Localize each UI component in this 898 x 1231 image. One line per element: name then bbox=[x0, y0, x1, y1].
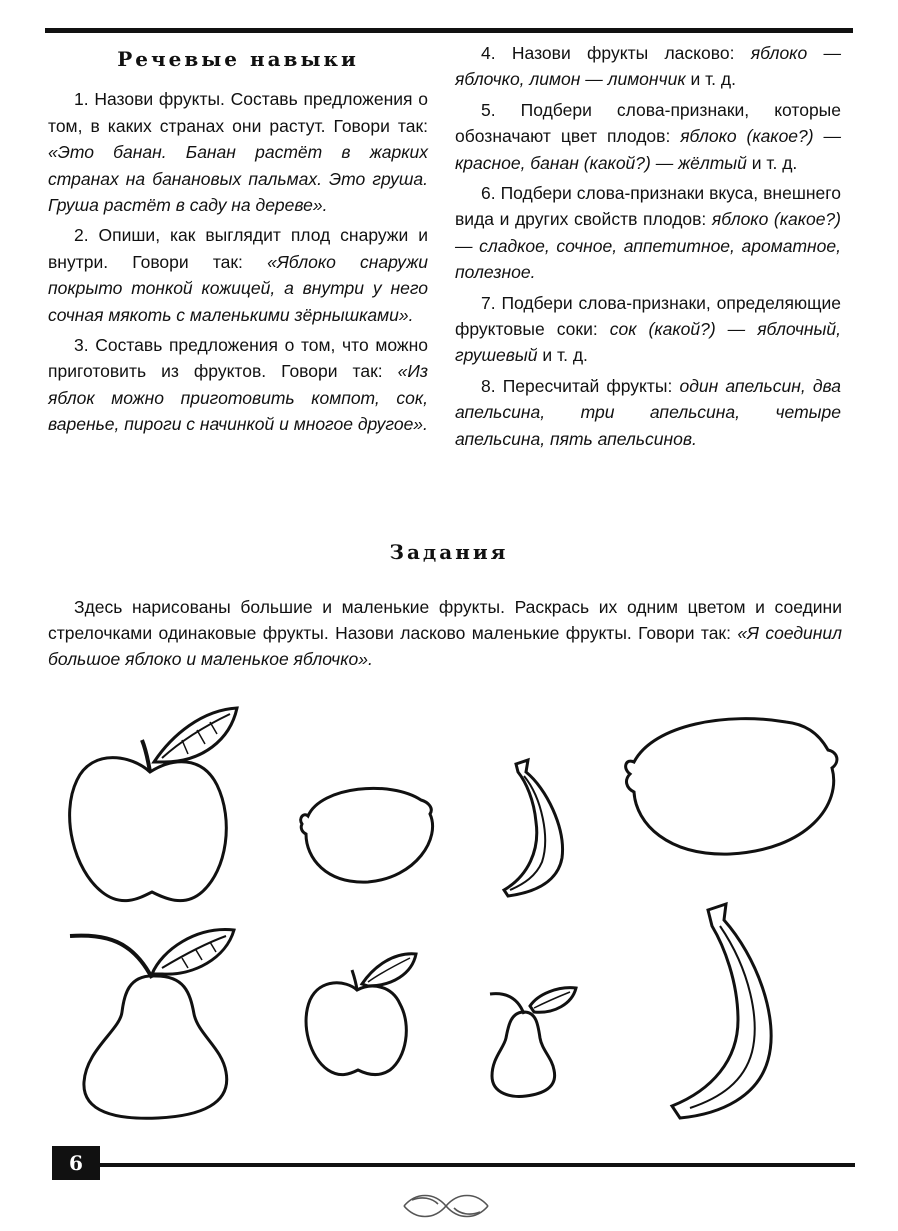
speech-item-1: 1. Назови фрукты. Составь предложения о том, в каких странах они растут. Говори так: «Это банан. Банан растёт в жарких странах на банановых пальмах. Это груша. Груша растёт в саду на дереве». bbox=[48, 89, 428, 216]
small-pear-drawing bbox=[488, 984, 580, 1100]
big-banana-drawing bbox=[650, 900, 790, 1122]
speech-item-8: 8. Пересчитай фрукты: один апельсин, два апельсина, три апельсина, четыре апельсина, пять апельсинов. bbox=[455, 375, 841, 449]
speech-item-7: 7. Подбери слова-признаки, определяющие фруктовые соки: сок (какой?) — яблочный, грушевый и т. д. bbox=[455, 292, 841, 366]
small-banana-drawing bbox=[488, 758, 574, 900]
speech-item-5: 5. Подбери слова-признаки, которые обозначают цвет плодов: яблоко (какое?) — красное, банан (какой?) — жёлтый и т. д. bbox=[455, 99, 841, 173]
page-number: 6 bbox=[52, 1146, 100, 1180]
speech-item-4: 4. Назови фрукты ласково: яблоко — яблочко, лимон — лимончик и т. д. bbox=[455, 43, 841, 90]
section-title-tasks: Задания bbox=[389, 540, 509, 564]
speech-item-6: 6. Подбери слова-признаки вкуса, внешнего вида и других свойств плодов: яблоко (какое?) — сладкое, сочное, аппетитное, ароматное, полезное. bbox=[455, 183, 841, 283]
small-lemon-drawing bbox=[296, 778, 438, 886]
big-pear-drawing bbox=[66, 916, 242, 1122]
speech-item-2: 2. Опиши, как выглядит плод снаружи и внутри. Говори так: «Яблоко снаружи покрыто тонкой кожицей, а внутри у него сочная мякоть с маленькими зёрнышками». bbox=[48, 225, 428, 325]
small-apple-drawing bbox=[302, 950, 420, 1082]
top-rule bbox=[45, 28, 853, 33]
left-column bbox=[48, 40, 428, 442]
big-lemon-drawing bbox=[618, 712, 842, 860]
flourish-ornament bbox=[398, 1188, 494, 1224]
section-title-speech: Речевые навыки bbox=[117, 47, 359, 71]
right-column bbox=[455, 40, 841, 456]
speech-item-3: 3. Составь предложения о том, что можно приготовить из фруктов. Говори так: «Из яблок можно приготовить компот, сок, варенье, пироги с начинкой и многое другое». bbox=[48, 335, 428, 435]
task-instructions: Здесь нарисованы большие и маленькие фрукты. Раскрась их одним цветом и соедини стрелочками одинаковые фрукты. Назови ласково маленькие фрукты. Говори так: «Я соединил большое яблоко и маленькое яблочко». bbox=[48, 597, 842, 669]
big-apple-drawing bbox=[62, 700, 242, 910]
bottom-rule bbox=[100, 1163, 855, 1167]
